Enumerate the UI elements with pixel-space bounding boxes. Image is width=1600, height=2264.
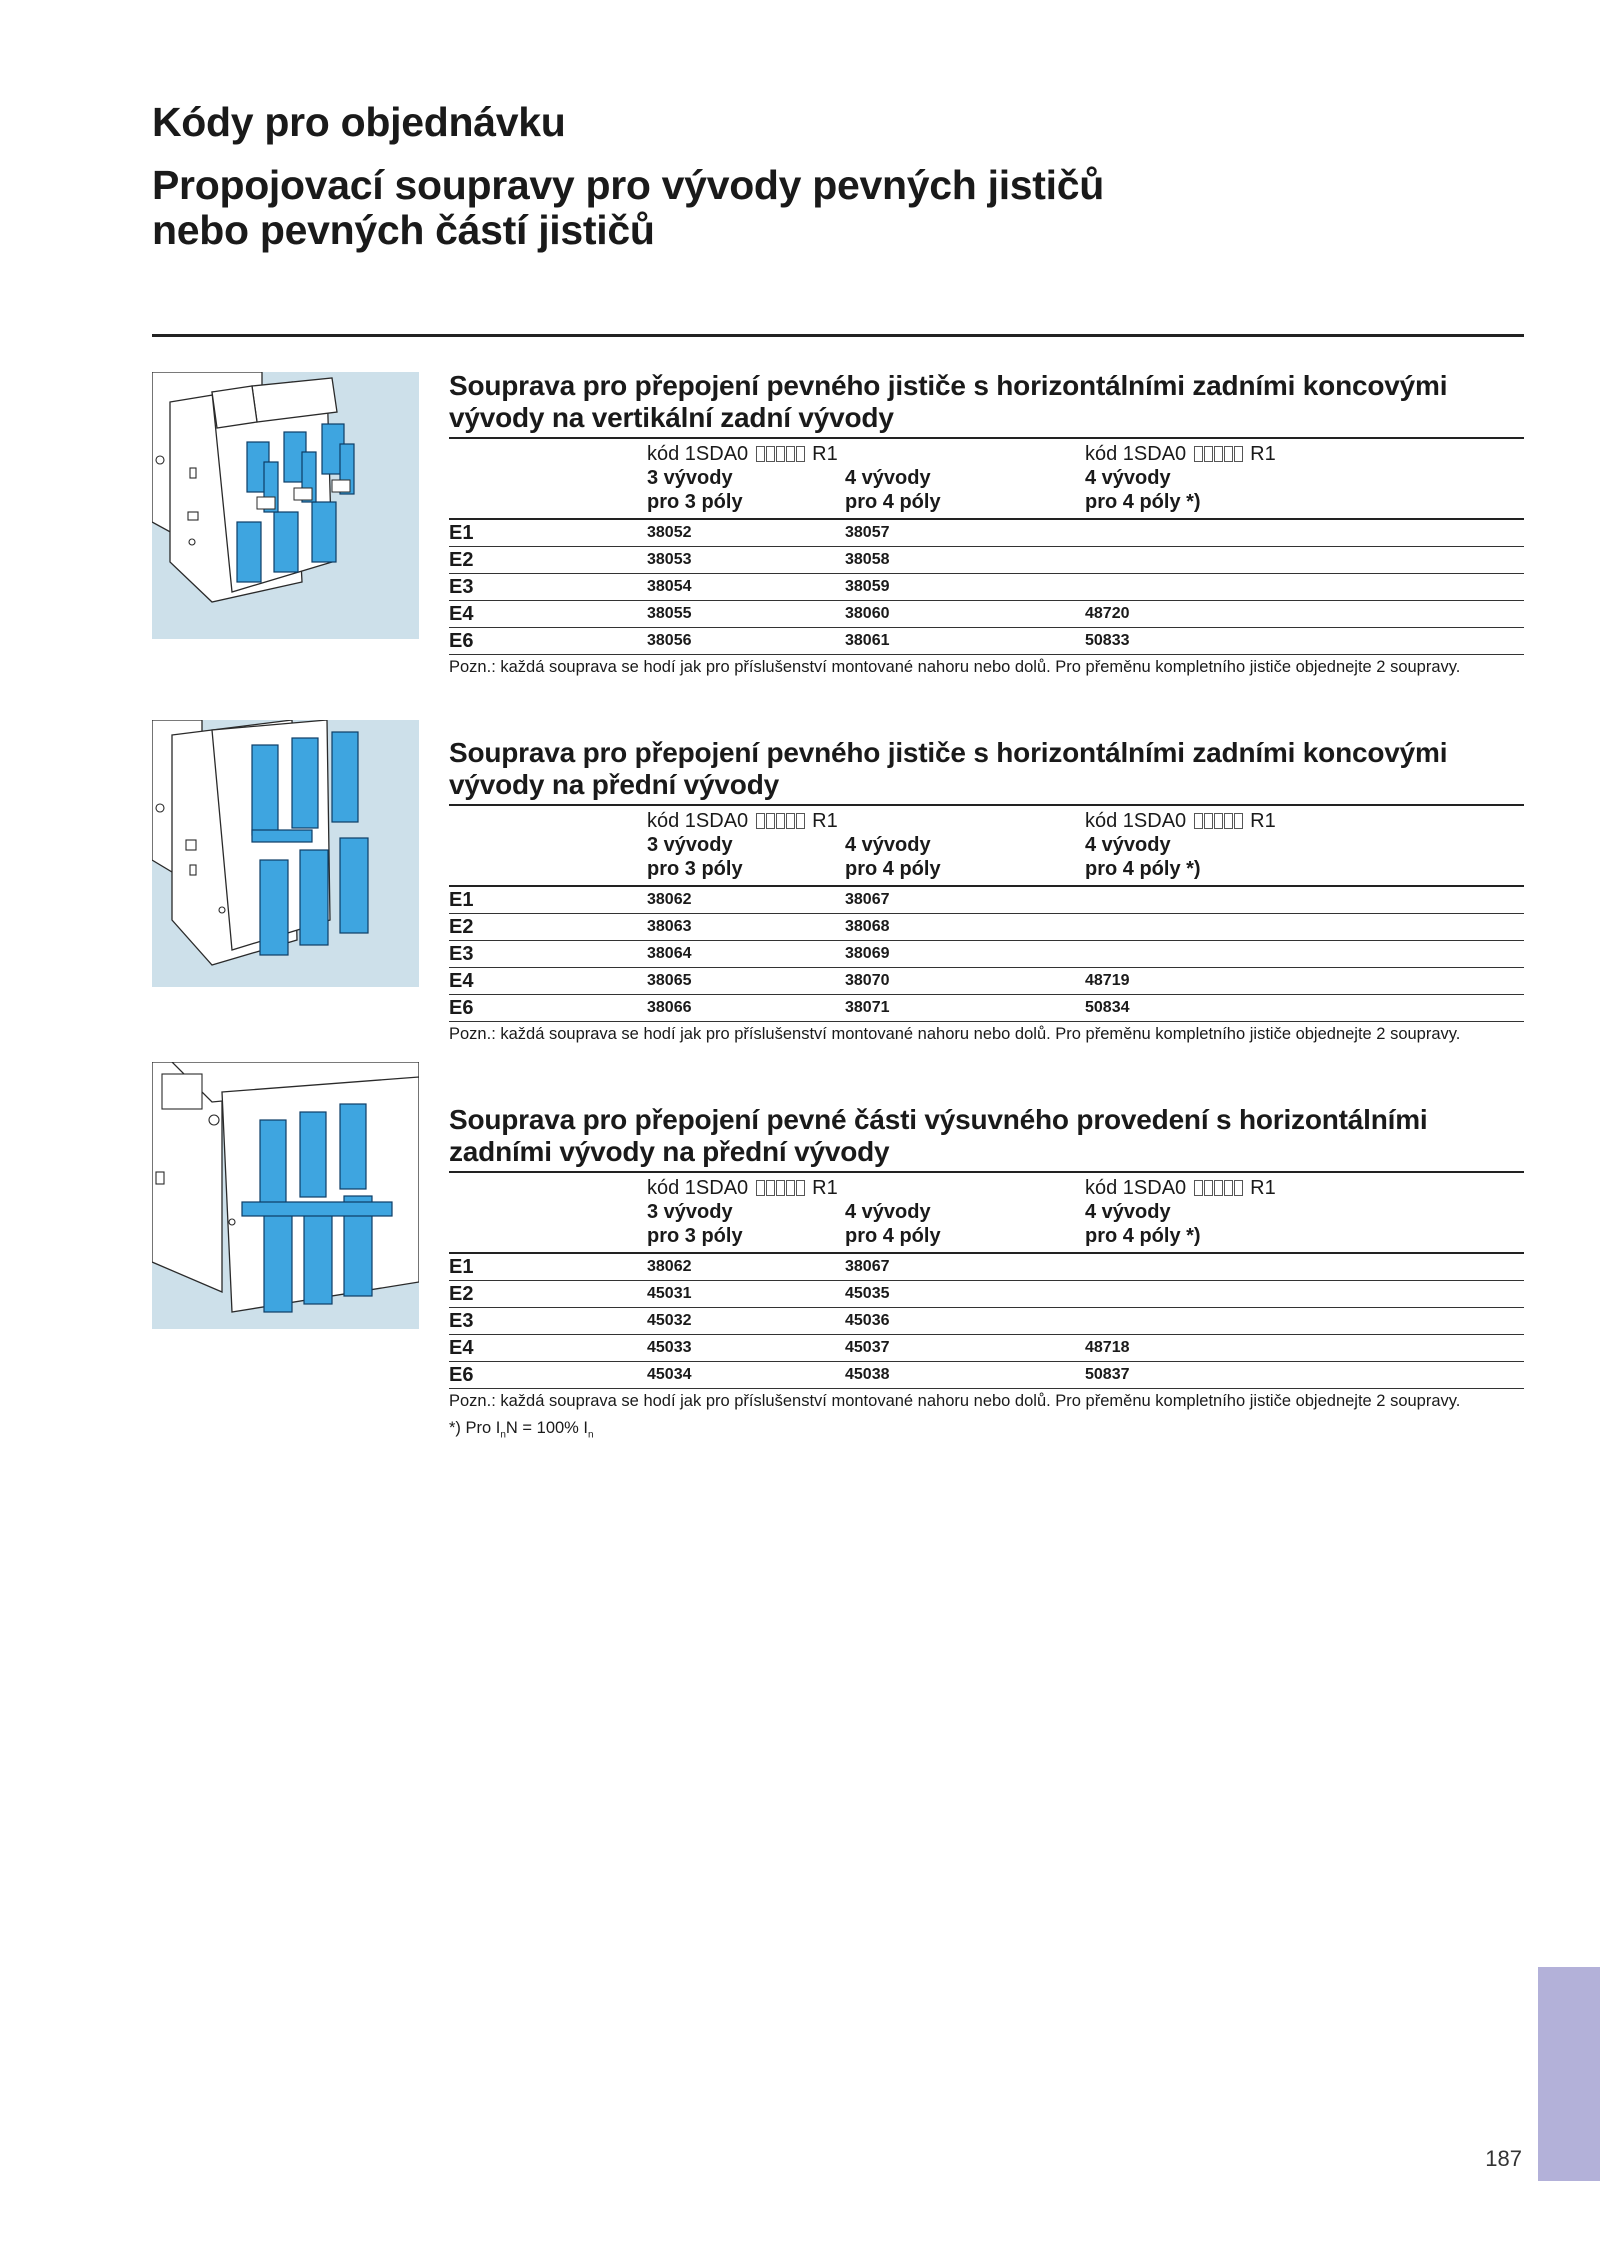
table-row: E3 45032 45036 — [449, 1308, 1524, 1335]
section-title: Souprava pro přepojení pevného jističe s horizontálními zadními koncovými vývody na vertikální zadní vývody — [449, 370, 1524, 439]
table-row: E1 38062 38067 — [449, 1253, 1524, 1281]
code-prefix-b: kód 1SDA0 R1 — [1085, 810, 1276, 832]
side-tab-marker — [1538, 1967, 1600, 2181]
header-4-poles: 4 vývody pro 4 póly — [845, 1173, 1085, 1253]
page-subtitle: Propojovací soupravy pro vývody pevných jističů nebo pevných částí jističů — [152, 162, 1104, 253]
section-title: Souprava pro přepojení pevné části výsuvného provedení s horizontálními zadními vývody na přední vývody — [449, 1104, 1524, 1173]
table-row: E2 38063 38068 — [449, 914, 1524, 941]
code-placeholder-boxes-icon — [756, 811, 806, 829]
section-note: Pozn.: každá souprava se hodí jak pro příslušenství montované nahoru nebo dolů. Pro přeměnu kompletního jističe objednejte 2 soupravy. — [449, 658, 1461, 676]
breaker-rear-terminals-illustration — [152, 372, 419, 639]
header-3-poles: kód 1SDA0 R1 3 vývody pro 3 póly — [647, 1173, 845, 1253]
header-3-poles: kód 1SDA0 R1 3 vývody pro 3 póly — [647, 439, 845, 519]
top-divider — [152, 334, 1524, 337]
code-prefix-a: kód 1SDA0 R1 — [647, 810, 838, 832]
table-row: E3 38054 38059 — [449, 574, 1524, 601]
product-image-3 — [152, 1062, 419, 1329]
table-row: E2 38053 38058 — [449, 547, 1524, 574]
kit-section-1 — [449, 370, 1524, 678]
order-code-table — [449, 806, 1524, 1022]
table-row: E1 38052 38057 — [449, 519, 1524, 547]
table-row: E1 38062 38067 — [449, 886, 1524, 914]
code-placeholder-boxes-icon — [1194, 811, 1244, 829]
breaker-front-terminals-illustration — [152, 720, 419, 987]
table-header-row — [449, 1173, 1524, 1253]
header-3-poles: kód 1SDA0 R1 3 vývody pro 3 póly — [647, 806, 845, 886]
code-prefix-a: kód 1SDA0 R1 — [647, 1177, 838, 1199]
code-prefix-b: kód 1SDA0 R1 — [1085, 1177, 1276, 1199]
table-row: E6 38066 38071 50834 — [449, 995, 1524, 1022]
section-note: Pozn.: každá souprava se hodí jak pro příslušenství montované nahoru nebo dolů. Pro přeměnu kompletního jističe objednejte 2 soupravy. — [449, 1392, 1461, 1410]
code-placeholder-boxes-icon — [1194, 444, 1244, 462]
table-row: E4 38055 38060 48720 — [449, 601, 1524, 628]
kit-section-2 — [449, 737, 1524, 1045]
header-4-poles-full-neutral: kód 1SDA0 R1 4 vývody pro 4 póly *) — [1085, 806, 1524, 886]
product-image-1 — [152, 372, 419, 639]
table-row: E4 45033 45037 48718 — [449, 1335, 1524, 1362]
code-placeholder-boxes-icon — [1194, 1178, 1244, 1196]
page-title: Kódy pro objednávku — [152, 99, 566, 145]
code-prefix-b: kód 1SDA0 R1 — [1085, 443, 1276, 465]
withdrawable-front-terminals-illustration — [152, 1062, 419, 1329]
order-code-table — [449, 1173, 1524, 1389]
table-row: E4 38065 38070 48719 — [449, 968, 1524, 995]
table-row: E3 38064 38069 — [449, 941, 1524, 968]
page-heading — [152, 100, 1452, 253]
header-blank — [449, 806, 647, 886]
footnote: *) Pro $I_nN = 100\%$ $I_n$ — [449, 1419, 594, 1441]
code-prefix-a: kód 1SDA0 R1 — [647, 443, 838, 465]
header-4-poles-full-neutral: kód 1SDA0 R1 4 vývody pro 4 póly *) — [1085, 1173, 1524, 1253]
table-header-row — [449, 806, 1524, 886]
table-row: E6 45034 45038 50837 — [449, 1362, 1524, 1389]
header-blank — [449, 439, 647, 519]
code-placeholder-boxes-icon — [756, 1178, 806, 1196]
header-blank — [449, 1173, 647, 1253]
header-4-poles-full-neutral: kód 1SDA0 R1 4 vývody pro 4 póly *) — [1085, 439, 1524, 519]
table-row: E6 38056 38061 50833 — [449, 628, 1524, 655]
order-code-table — [449, 439, 1524, 655]
table-header-row — [449, 439, 1524, 519]
header-4-poles: 4 vývody pro 4 póly — [845, 806, 1085, 886]
product-image-2 — [152, 720, 419, 987]
code-placeholder-boxes-icon — [756, 444, 806, 462]
section-note: Pozn.: každá souprava se hodí jak pro příslušenství montované nahoru nebo dolů. Pro přeměnu kompletního jističe objednejte 2 soupravy. — [449, 1025, 1461, 1043]
header-4-poles: 4 vývody pro 4 póly — [845, 439, 1085, 519]
page-number: 187 — [1485, 2146, 1522, 2171]
section-title: Souprava pro přepojení pevného jističe s horizontálními zadními koncovými vývody na přední vývody — [449, 737, 1524, 806]
kit-section-3 — [449, 1104, 1524, 1445]
table-row: E2 45031 45035 — [449, 1281, 1524, 1308]
